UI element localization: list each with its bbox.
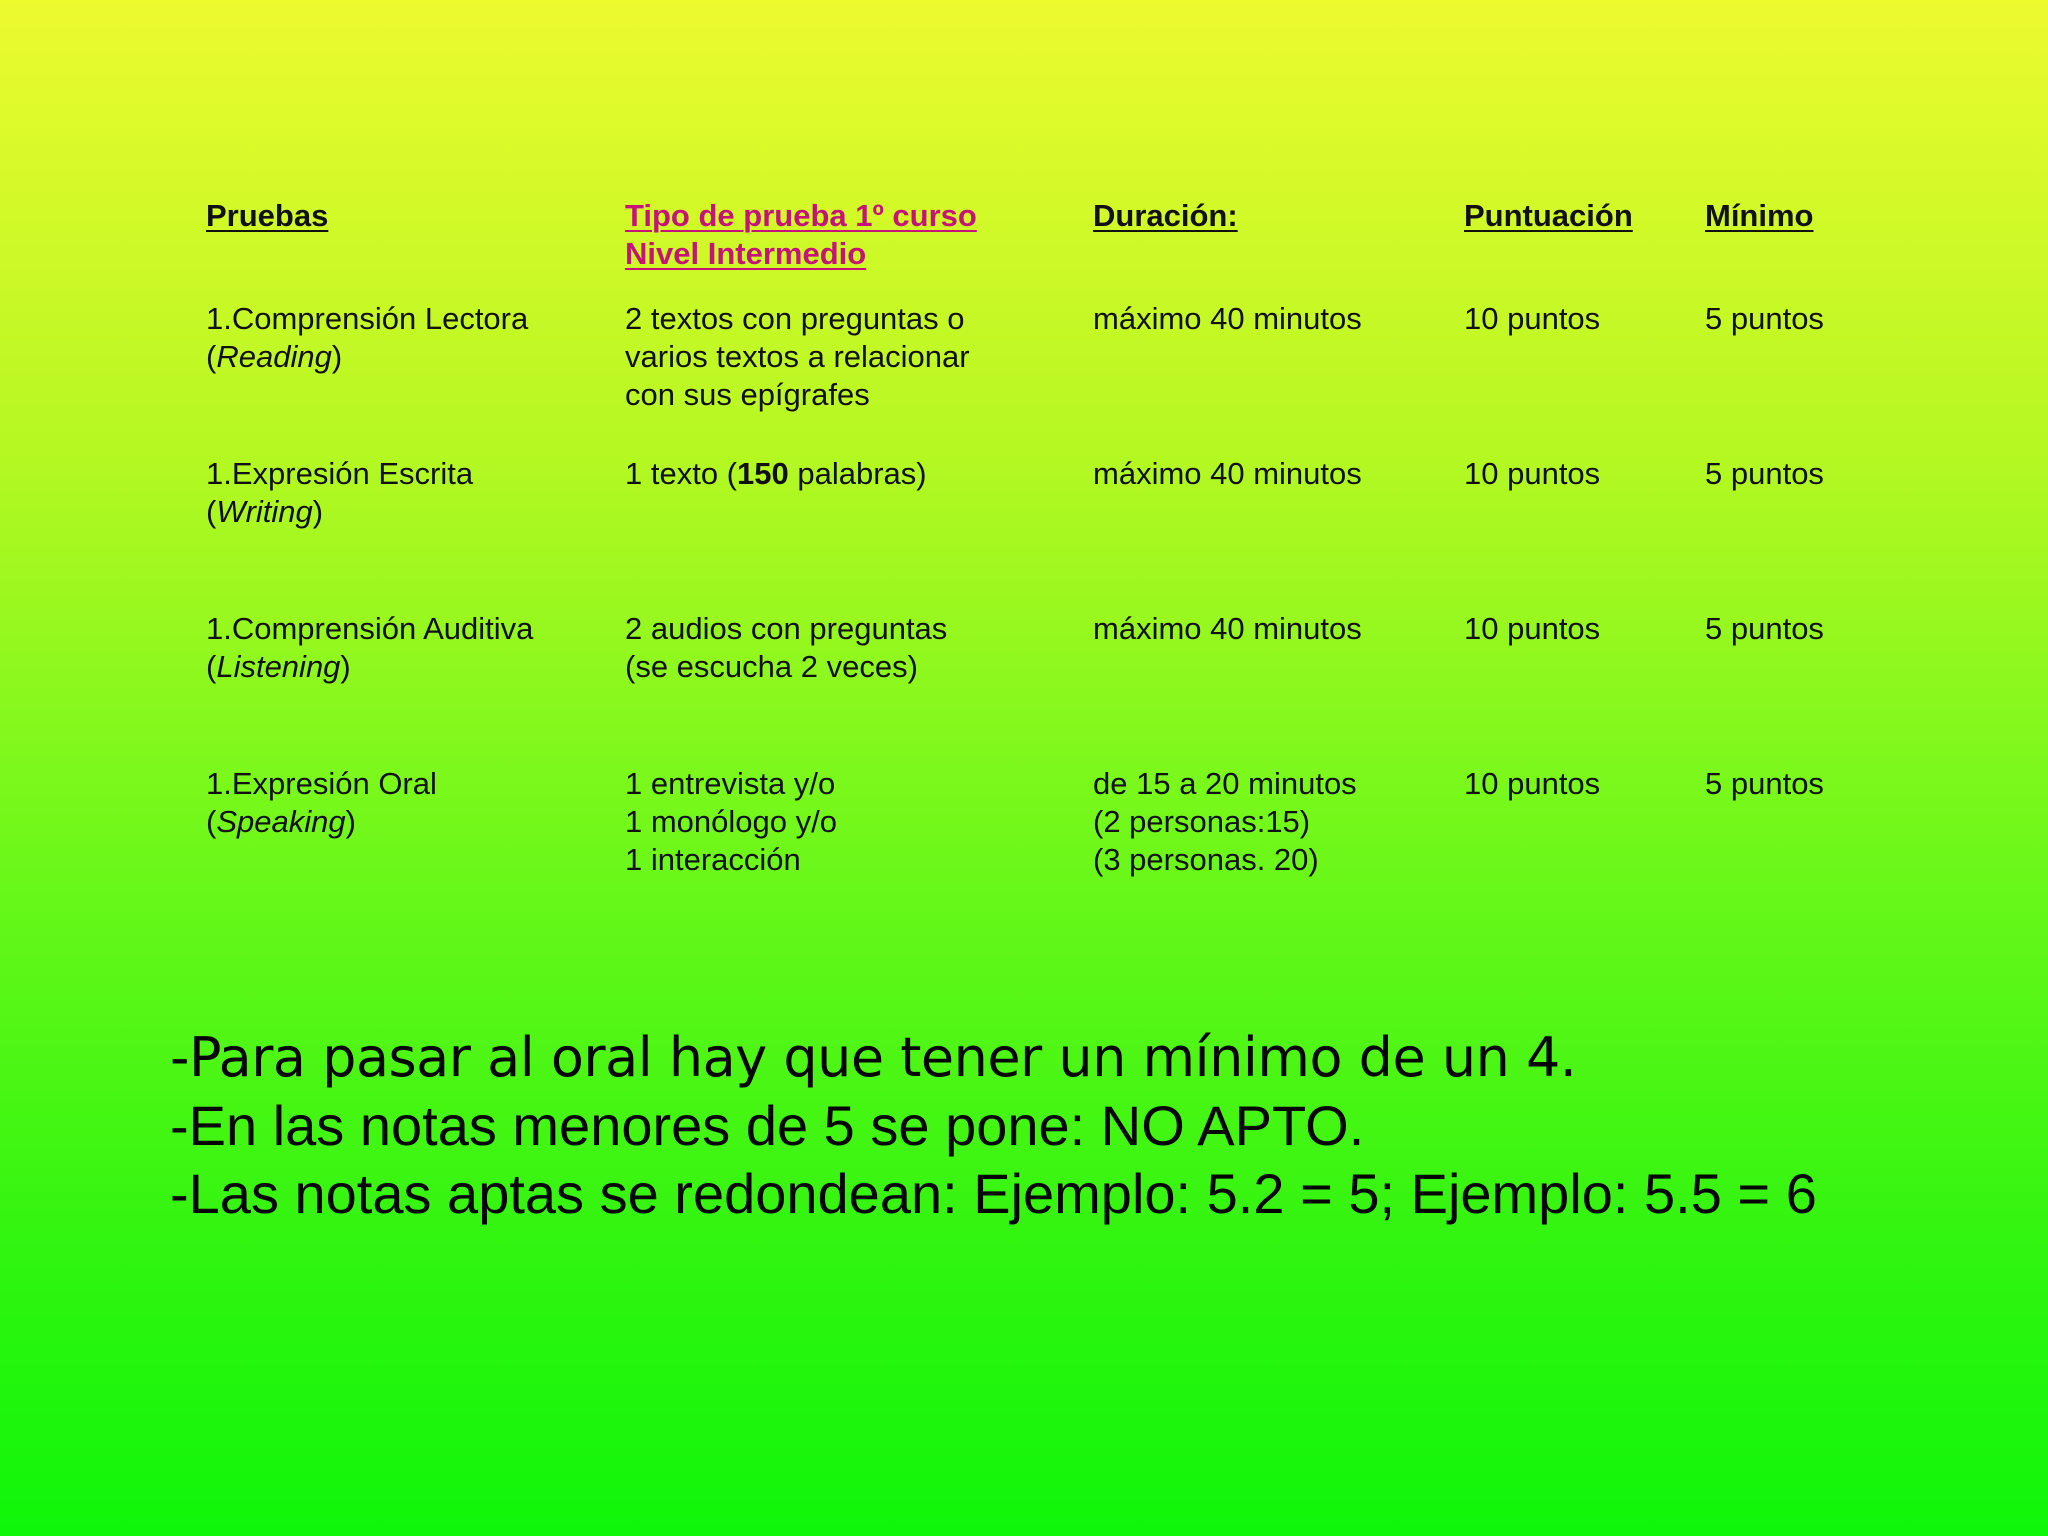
header-minimo: Mínimo — [1705, 198, 1814, 233]
duracion-line: (3 personas. 20) — [1093, 842, 1319, 877]
row-prueba — [206, 765, 437, 841]
row-tipo — [625, 300, 970, 414]
tipo-line: 1 interacción — [625, 842, 801, 877]
row-duracion: máximo 40 minutos — [1093, 611, 1362, 646]
tipo-line: 1 entrevista y/o — [625, 766, 836, 801]
row-puntuacion: 10 puntos — [1464, 301, 1601, 336]
tipo-line: (se escucha 2 veces) — [625, 649, 918, 684]
prueba-english: (Speaking) — [206, 804, 356, 839]
table-row — [206, 300, 1906, 420]
prueba-english: (Writing) — [206, 494, 324, 529]
duracion-line: (2 personas:15) — [1093, 804, 1311, 839]
note-oral-minimum: -Para pasar al oral hay que tener un mínimo de un 4. — [170, 1026, 1577, 1089]
header-pruebas: Pruebas — [206, 198, 329, 233]
row-tipo — [625, 610, 947, 686]
row-minimo: 5 puntos — [1705, 766, 1824, 801]
prueba-name: 1.Expresión Oral — [206, 766, 437, 801]
row-tipo — [625, 455, 927, 493]
row-puntuacion: 10 puntos — [1464, 456, 1601, 491]
prueba-name: 1.Comprensión Lectora — [206, 301, 529, 336]
row-puntuacion: 10 puntos — [1464, 611, 1601, 646]
prueba-name: 1.Comprensión Auditiva — [206, 611, 534, 646]
notes-block — [170, 1024, 1817, 1228]
row-tipo — [625, 765, 837, 879]
tipo-line: varios textos a relacionar — [625, 339, 970, 374]
row-puntuacion: 10 puntos — [1464, 766, 1601, 801]
header-puntuacion: Puntuación — [1464, 198, 1633, 233]
header-tipo — [625, 197, 977, 273]
tipo-line: 2 textos con preguntas o — [625, 301, 965, 336]
duracion-line: de 15 a 20 minutos — [1093, 766, 1357, 801]
prueba-name: 1.Expresión Escrita — [206, 456, 474, 491]
row-duracion: máximo 40 minutos — [1093, 301, 1362, 336]
tipo-line: con sus epígrafes — [625, 377, 870, 412]
row-minimo: 5 puntos — [1705, 611, 1824, 646]
table-row — [206, 455, 1906, 535]
row-prueba — [206, 610, 533, 686]
header-tipo-line1: Tipo de prueba 1º curso — [625, 198, 977, 233]
tipo-text: 1 texto ( — [625, 456, 737, 491]
tipo-line: 1 monólogo y/o — [625, 804, 837, 839]
row-prueba — [206, 455, 473, 531]
row-duracion: máximo 40 minutos — [1093, 456, 1362, 491]
prueba-english: (Listening) — [206, 649, 351, 684]
row-minimo: 5 puntos — [1705, 301, 1824, 336]
table-row — [206, 610, 1906, 690]
tipo-word-count: 150 — [737, 456, 789, 491]
row-minimo: 5 puntos — [1705, 456, 1824, 491]
header-tipo-line2: Nivel Intermedio — [625, 236, 867, 271]
note-rounding: -Las notas aptas se redondean: Ejemplo: 5.2 = 5; Ejemplo: 5.5 = 6 — [170, 1162, 1817, 1225]
row-prueba — [206, 300, 528, 376]
note-no-apto: -En las notas menores de 5 se pone: NO APTO. — [170, 1094, 1365, 1157]
row-duracion — [1093, 765, 1357, 879]
table-row — [206, 765, 1906, 885]
header-duracion: Duración: — [1093, 198, 1238, 233]
tipo-text: palabras) — [788, 456, 927, 491]
prueba-english: (Reading) — [206, 339, 343, 374]
tipo-line: 2 audios con preguntas — [625, 611, 948, 646]
